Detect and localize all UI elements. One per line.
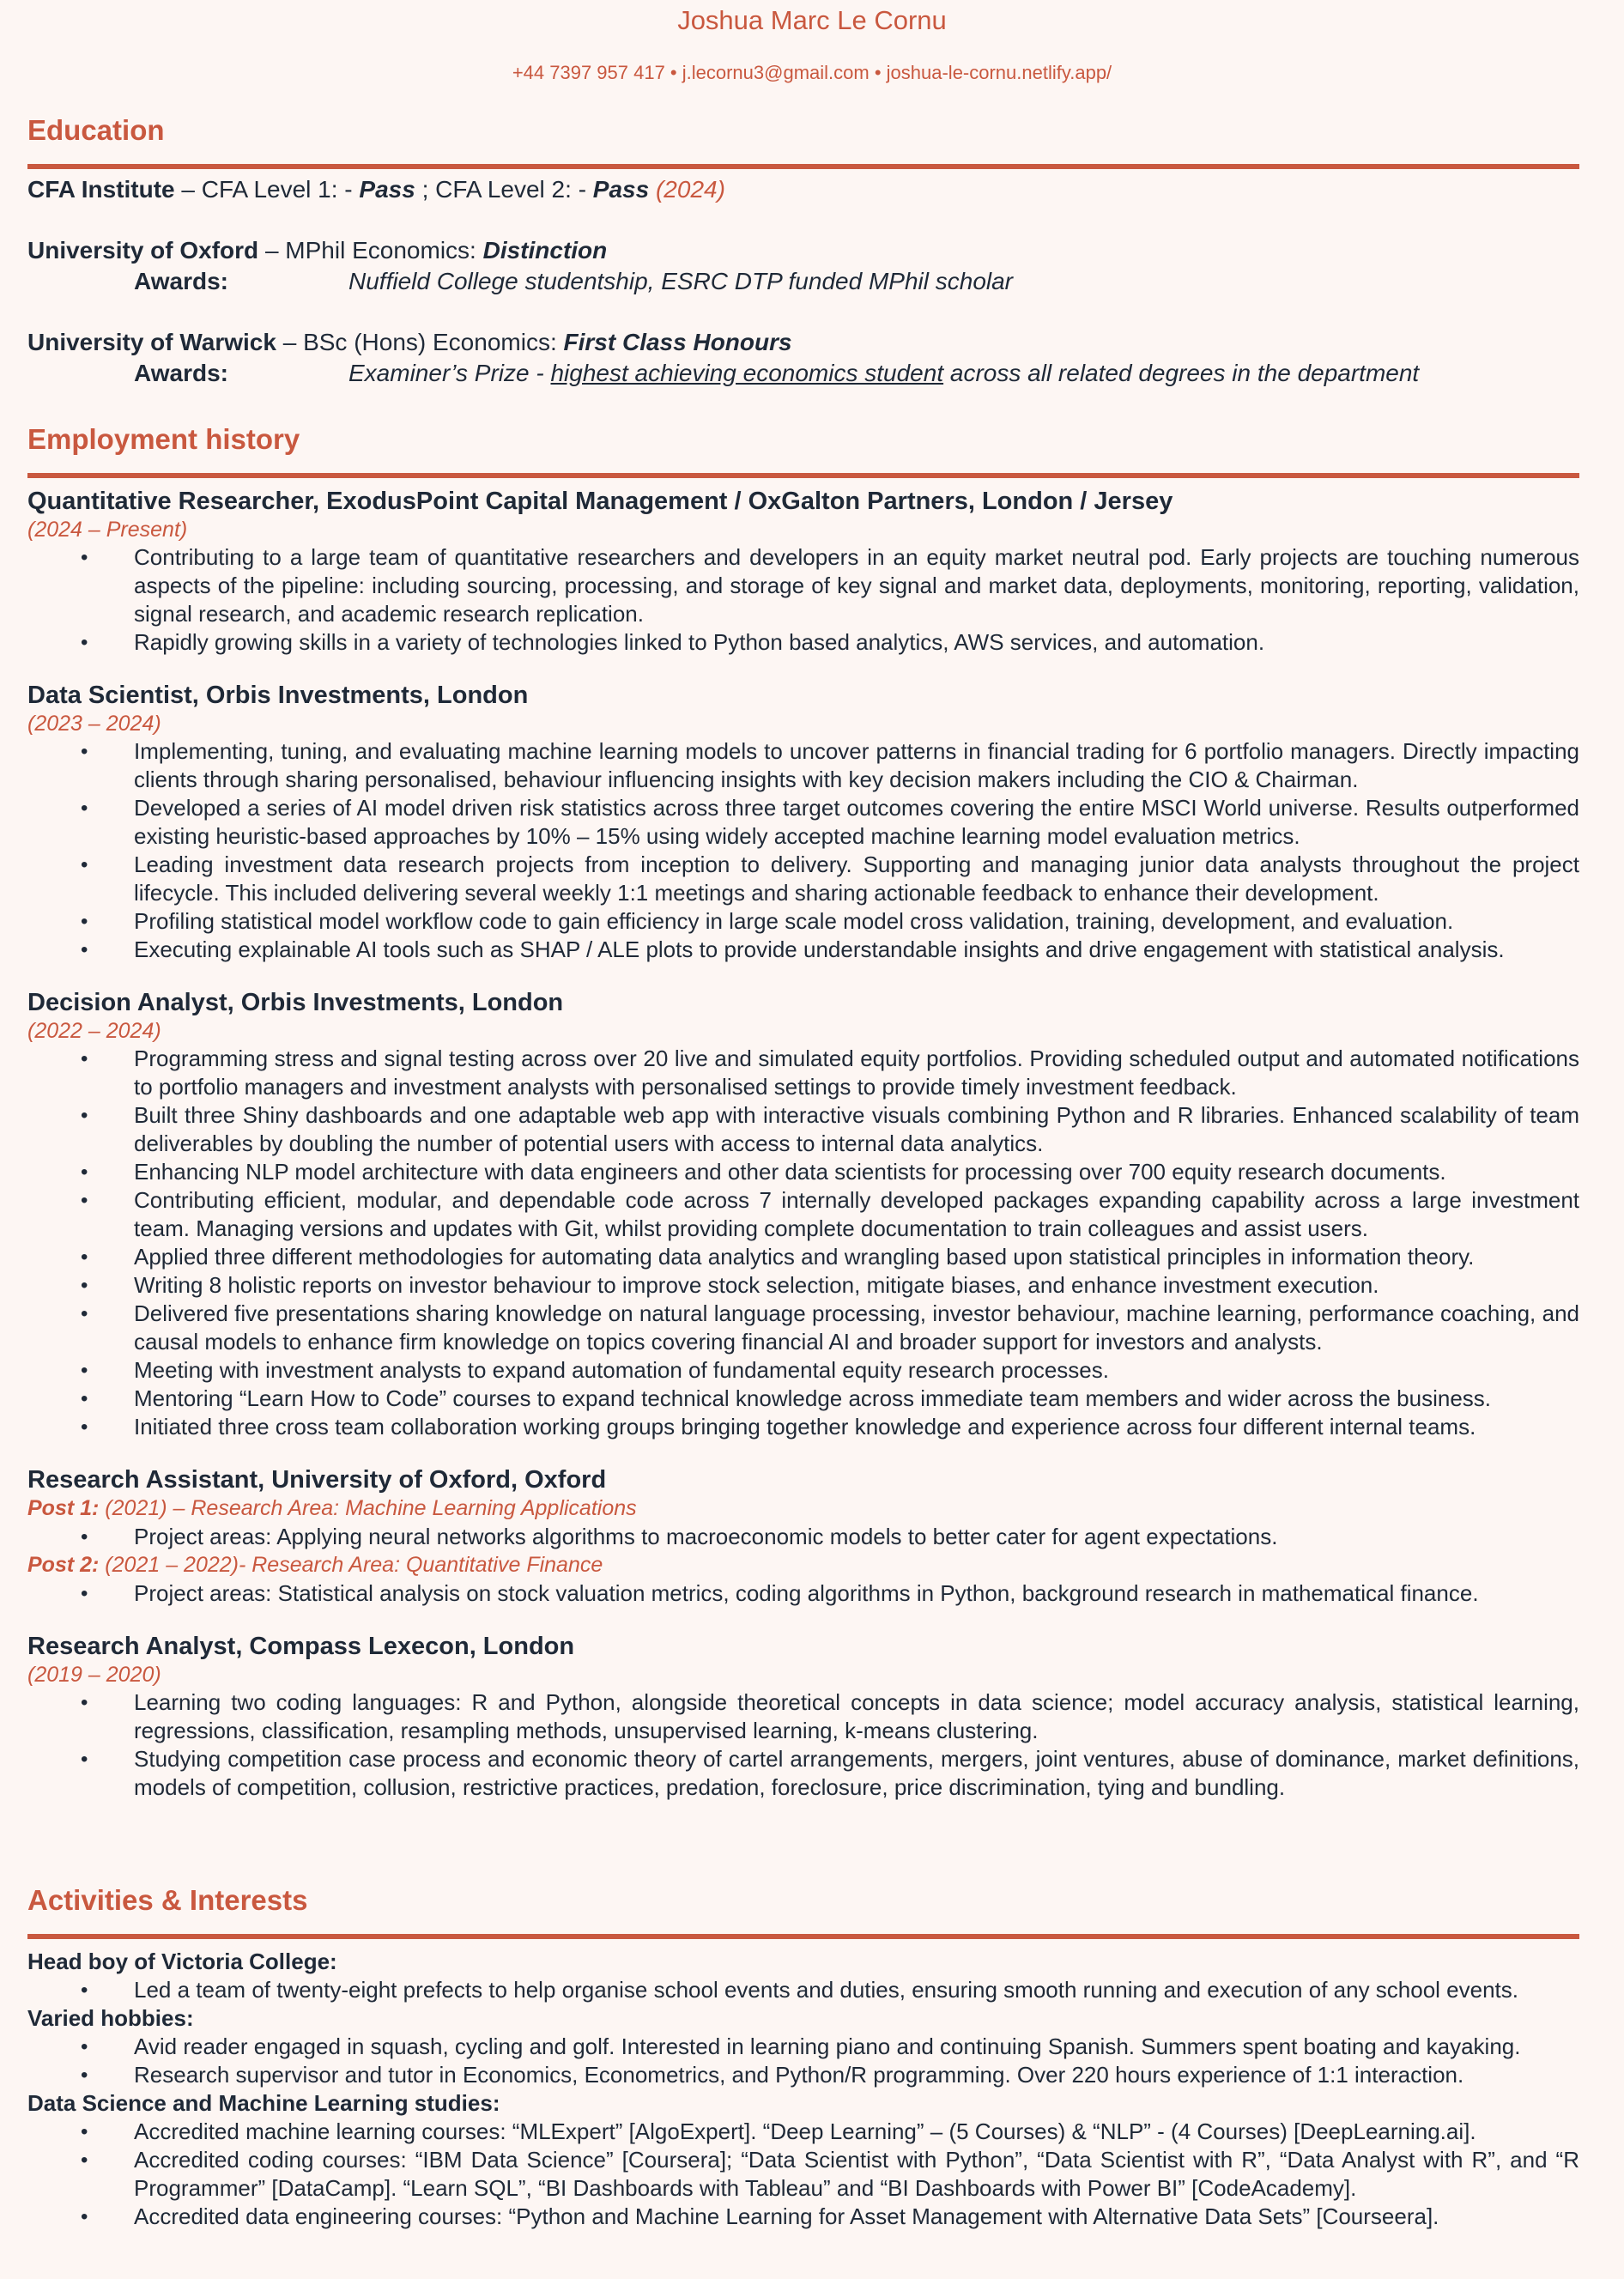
job-date: (2024 – Present): [27, 518, 188, 542]
section-divider: [27, 164, 1579, 169]
list-item: • Delivered five presentations sharing knowledge on natural language processing, investor behaviour, machine learning, performance coaching, and causal models to enhance firm knowledge on topics covering financial AI and broader support for investors and analysts.: [27, 1300, 1579, 1356]
job-date: (2023 – 2024): [27, 712, 161, 736]
warwick-awards: Awards: Examiner’s Prize - highest achieving economics student across all related degrees in the department: [134, 360, 1420, 386]
job-entry: [27, 1632, 1579, 1802]
list-item: • Writing 8 holistic reports on investor behaviour to improve stock selection, mitigate biases, and enhance investment execution.: [27, 1271, 1579, 1300]
list-item: • Project areas: Statistical analysis on stock valuation metrics, coding algorithms in Python, background research in mathematical finance.: [27, 1579, 1579, 1608]
job-date: (2019 – 2020): [27, 1663, 161, 1687]
job-date: (2022 – 2024): [27, 1019, 161, 1043]
list-item: • Leading investment data research projects from inception to delivery. Supporting and managing junior data analysts throughout the project lifecycle. This included delivering several weekly 1:1 meetings and sharing actionable feedback to enhance their development.: [27, 851, 1579, 907]
job-title: Data Scientist, Orbis Investments, London: [27, 682, 529, 709]
candidate-name: Joshua Marc Le Cornu: [677, 5, 947, 35]
education-section: [27, 114, 1579, 388]
list-item: • Mentoring “Learn How to Code” courses to expand technical knowledge across immediate team members and wider across the business.: [27, 1385, 1579, 1413]
list-item: • Contributing to a large team of quantitative researchers and developers in an equity market neutral pod. Early projects are touching numerous aspects of the pipeline: including sourcing, processing, and storage of key signal and market data, deployments, monitoring, reporting, validation, signal research, and academic research replication.: [27, 543, 1579, 628]
activity-heading: Varied hobbies:: [27, 2005, 194, 2031]
post-line: Post 2: (2021 – 2022)- Research Area: Quantitative Finance: [27, 1553, 603, 1577]
education-heading: Education: [27, 114, 165, 146]
job-entry: [27, 487, 1579, 657]
list-item: • Accredited coding courses: “IBM Data Science” [Coursera]; “Data Scientist with Python”, “Data Scientist with R”, “Data Analyst with R”, and “R Programmer” [DataCamp]. “Learn SQL”, “BI Dashboards with Tableau” and “BI Dashboards with Power BI” [CodeAcademy].: [27, 2146, 1579, 2203]
section-divider: [27, 1934, 1579, 1939]
list-item: • Accredited data engineering courses: “Python and Machine Learning for Asset Management with Alternative Data Sets” [Courseera].: [27, 2203, 1579, 2231]
job-title: Research Assistant, University of Oxford, Oxford: [27, 1466, 607, 1494]
cfa-entry: CFA Institute – CFA Level 1: - Pass ; CFA Level 2: - Pass (2024): [27, 176, 725, 203]
activity-group: [27, 1948, 1579, 2231]
list-item: • Built three Shiny dashboards and one adaptable web app with interactive visuals combining Python and R libraries. Enhanced scalability of team deliverables by doubling the number of potential users with access to internal data analytics.: [27, 1101, 1579, 1158]
job-title: Research Analyst, Compass Lexecon, London: [27, 1633, 575, 1660]
list-item: • Contributing efficient, modular, and dependable code across 7 internally developed packages expanding capability across a large investment team. Managing versions and updates with Git, whilst providing complete documentation to train colleagues and assist users.: [27, 1186, 1579, 1243]
job-bullets: [27, 1579, 1579, 1608]
list-item: • Avid reader engaged in squash, cycling and golf. Interested in learning piano and continuing Spanish. Summers spent boating and kayaking.: [27, 2033, 1579, 2061]
activities-heading: Activities & Interests: [27, 1884, 308, 1916]
list-item: • Studying competition case process and economic theory of cartel arrangements, mergers, joint ventures, abuse of dominance, market definitions, models of competition, collusion, restrictive practices, predation, foreclosure, price discrimination, tying and bundling.: [27, 1745, 1579, 1802]
list-item: • Accredited machine learning courses: “MLExpert” [AlgoExpert]. “Deep Learning” – (5 Courses) & “NLP” - (4 Courses) [DeepLearning.ai].: [27, 2118, 1579, 2146]
post-line: Post 1: (2021) – Research Area: Machine Learning Applications: [27, 1496, 637, 1520]
activity-heading: Head boy of Victoria College:: [27, 1949, 337, 1974]
activities-section: [27, 1884, 1579, 2231]
list-item: • Implementing, tuning, and evaluating machine learning models to uncover patterns in financial trading for 6 portfolio managers. Directly impacting clients through sharing personalised, behaviour influencing insights with key decision makers including the CIO & Chairman.: [27, 737, 1579, 794]
job-entry: [27, 1465, 1579, 1608]
section-divider: [27, 473, 1579, 478]
oxford-awards: Awards: Nuffield College studentship, ESRC DTP funded MPhil scholar: [134, 268, 1014, 294]
employment-section: [27, 423, 1579, 1802]
list-item: • Rapidly growing skills in a variety of technologies linked to Python based analytics, AWS services, and automation.: [27, 628, 1579, 657]
job-entry: [27, 681, 1579, 964]
job-bullets: [27, 1523, 1579, 1551]
job-title: Decision Analyst, Orbis Investments, London: [27, 989, 564, 1016]
list-item: • Developed a series of AI model driven risk statistics across three target outcomes covering the entire MSCI World universe. Results outperformed existing heuristic-based approaches by 10% – 15% using widely accepted machine learning model evaluation metrics.: [27, 794, 1579, 851]
job-entry: [27, 988, 1579, 1441]
oxford-entry: University of Oxford – MPhil Economics: Distinction: [27, 237, 608, 264]
list-item: • Learning two coding languages: R and Python, alongside theoretical concepts in data science; model accuracy analysis, statistical learning, regressions, classification, resampling methods, unsupervised learning, k-means clustering.: [27, 1688, 1579, 1745]
list-item: • Programming stress and signal testing across over 20 live and simulated equity portfolios. Providing scheduled output and automated notifications to portfolio managers and investment analysts with personalised settings to provide timely investment feedback.: [27, 1045, 1579, 1101]
job-title: Quantitative Researcher, ExodusPoint Capital Management / OxGalton Partners, London / Jersey: [27, 488, 1173, 515]
job-bullets: [27, 1045, 1579, 1441]
list-item: • Enhancing NLP model architecture with data engineers and other data scientists for processing over 700 equity research documents.: [27, 1158, 1579, 1186]
list-item: • Applied three different methodologies for automating data analytics and wrangling based upon statistical principles in information theory.: [27, 1243, 1579, 1271]
list-item: • Initiated three cross team collaboration working groups bringing together knowledge and experience across four different internal teams.: [27, 1413, 1579, 1441]
list-item: • Research supervisor and tutor in Economics, Econometrics, and Python/R programming. Over 220 hours experience of 1:1 interaction.: [27, 2061, 1579, 2089]
job-bullets: [27, 543, 1579, 657]
warwick-entry: University of Warwick – BSc (Hons) Economics: First Class Honours: [27, 329, 792, 355]
contact-line: +44 7397 957 417 • j.lecornu3@gmail.com • joshua-le-cornu.netlify.app/: [512, 62, 1112, 83]
activity-heading: Data Science and Machine Learning studies:: [27, 2090, 500, 2116]
list-item: • Led a team of twenty-eight prefects to help organise school events and duties, ensuring smooth running and execution of any school events.: [27, 1976, 1579, 2004]
list-item: • Project areas: Applying neural networks algorithms to macroeconomic models to better cater for agent expectations.: [27, 1523, 1579, 1551]
job-bullets: [27, 1688, 1579, 1802]
list-item: • Profiling statistical model workflow code to gain efficiency in large scale model cross validation, training, development, and evaluation.: [27, 907, 1579, 936]
employment-heading: Employment history: [27, 423, 300, 455]
list-item: • Executing explainable AI tools such as SHAP / ALE plots to provide understandable insights and drive engagement with statistical analysis.: [27, 936, 1579, 964]
list-item: • Meeting with investment analysts to expand automation of fundamental equity research processes.: [27, 1356, 1579, 1385]
job-bullets: [27, 737, 1579, 964]
